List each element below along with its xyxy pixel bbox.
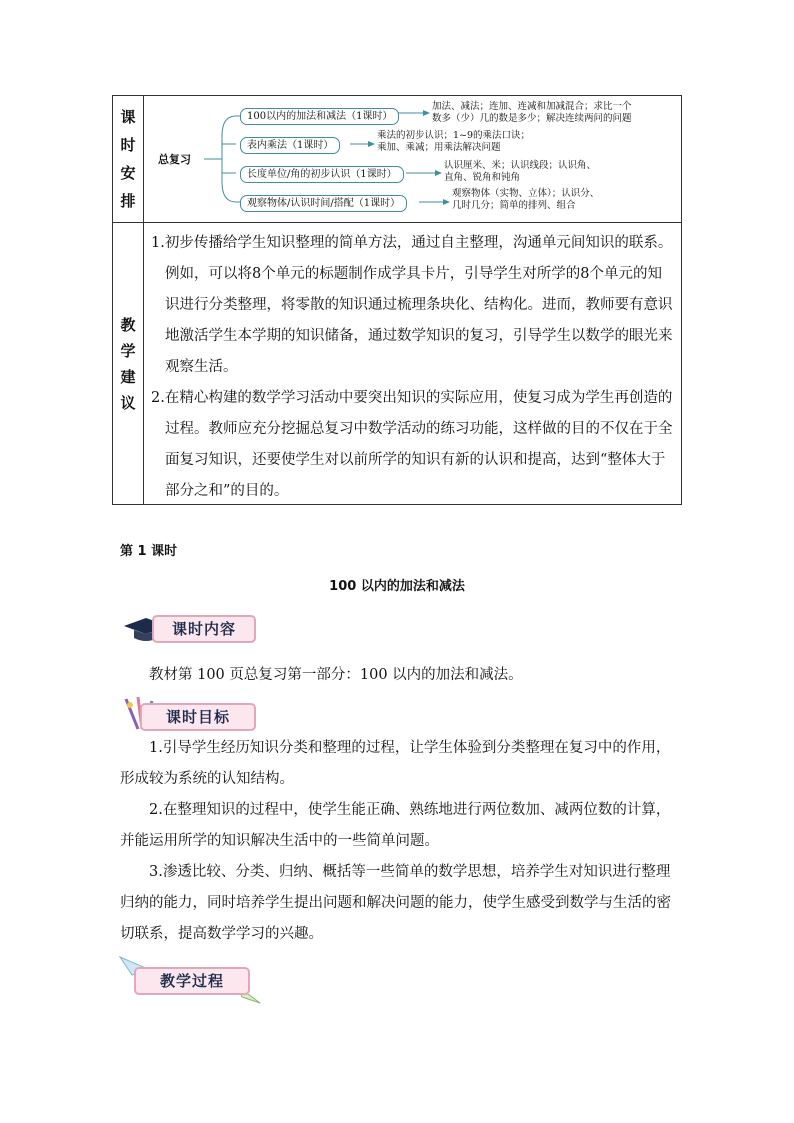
schedule-desc-observe-time <box>452 188 599 212</box>
desc-line: 直角、锐角和钝角 <box>444 172 521 183</box>
goal-item-1: 1.引导学生经历知识分类和整理的过程，让学生体验到分类整理在复习中的作用，形成较为系统的认知结构。 <box>120 740 671 787</box>
schedule-label-char: 安 <box>120 164 136 182</box>
desc-line: 乘法的初步认识；1~9的乘法口诀； <box>377 130 531 141</box>
desc-line: 数多（少）几的数是多少；解决连续两问的问题 <box>432 113 632 124</box>
content-tag-label: 课时内容 <box>152 615 256 643</box>
advice-label-char: 教 <box>120 315 136 334</box>
advice-cell <box>144 223 682 504</box>
lesson-title: 100 以内的加法和减法 <box>329 579 465 594</box>
schedule-label-char: 排 <box>120 192 136 210</box>
desc-line: 加法、减法；连加、连减和加减混合；求比一个 <box>432 101 632 112</box>
advice-item-2: 2.在精心构建的数学学习活动中要突出知识的实际应用，使复习成为学生再创造的过程。教师应充分挖掘总复习中数学活动的练习功能，这样做的目的不仅在于全面复习知识，还要使学生对以前所学的知识有新的认识和提高，达到“整体大于部分之和”的目的。 <box>151 390 673 499</box>
desc-line: 观察物体（实物、立体）；认识分、 <box>452 188 600 199</box>
goals-tag-label: 课时目标 <box>140 703 256 731</box>
advice-row <box>113 223 682 505</box>
schedule-desc-addition <box>432 101 632 125</box>
advice-label <box>113 223 144 504</box>
schedule-box-multiplication: 表内乘法（1课时） <box>240 137 340 154</box>
content-section-tag <box>122 612 262 646</box>
schedule-row <box>113 96 682 223</box>
goals-section-tag <box>118 695 258 735</box>
schedule-box-length-angle: 长度单位/角的初步认识（1课时） <box>240 166 404 183</box>
lesson-number: 第 1 课时 <box>120 544 178 559</box>
schedule-desc-length-angle <box>444 160 596 184</box>
goals-text <box>120 733 680 950</box>
schedule-label-char: 课 <box>120 108 136 126</box>
schedule-label-char: 时 <box>120 136 136 154</box>
advice-label-char: 学 <box>120 341 136 360</box>
content-paragraph: 教材第 100 页总复习第一部分：100 以内的加法和减法。 <box>149 667 523 683</box>
lesson-plan-table <box>112 95 682 505</box>
process-tag-label: 教学过程 <box>134 967 250 995</box>
process-section-tag <box>118 955 268 1007</box>
desc-line: 认识厘米、米；认识线段；认识角、 <box>444 160 597 171</box>
advice-label-char: 建 <box>120 367 136 386</box>
schedule-diagram <box>144 96 682 222</box>
goal-item-3: 3.渗透比较、分类、归纳、概括等一些简单的数学思想，培养学生对知识进行整理归纳的能力，同时培养学生提出问题和解决问题的能力，使学生感受到数学与生活的密切联系，提高数学学习的兴趣。 <box>120 864 671 942</box>
content-text <box>120 660 680 691</box>
schedule-label <box>113 96 144 222</box>
schedule-root-label: 总复习 <box>158 153 191 166</box>
schedule-box-observe-time: 观察物体/认识时间/搭配（1课时） <box>240 195 407 212</box>
schedule-desc-multiplication <box>377 130 530 154</box>
goal-item-2: 2.在整理知识的过程中，使学生能正确、熟练地进行两位数加、减两位数的计算，并能运用所学的知识解决生活中的一些简单问题。 <box>120 802 671 849</box>
schedule-box-addition: 100以内的加法和减法（1课时） <box>240 108 399 125</box>
advice-item-1: 1.初步传播给学生知识整理的简单方法，通过自主整理，沟通单元间知识的联系。例如，可以将8个单元的标题制作成学具卡片，引导学生对所学的8个单元的知识进行分类整理，将零散的知识通过梳理条块化、结构化。进而，教师要有意识地激活学生本学期的知识储备，通过数学知识的复习，引导学生以数学的眼光来观察生活。 <box>151 235 673 375</box>
advice-label-char: 议 <box>120 393 136 412</box>
desc-line: 乘加、乘减；用乘法解决问题 <box>377 142 501 153</box>
desc-line: 几时几分；简单的排列、组合 <box>452 200 576 211</box>
